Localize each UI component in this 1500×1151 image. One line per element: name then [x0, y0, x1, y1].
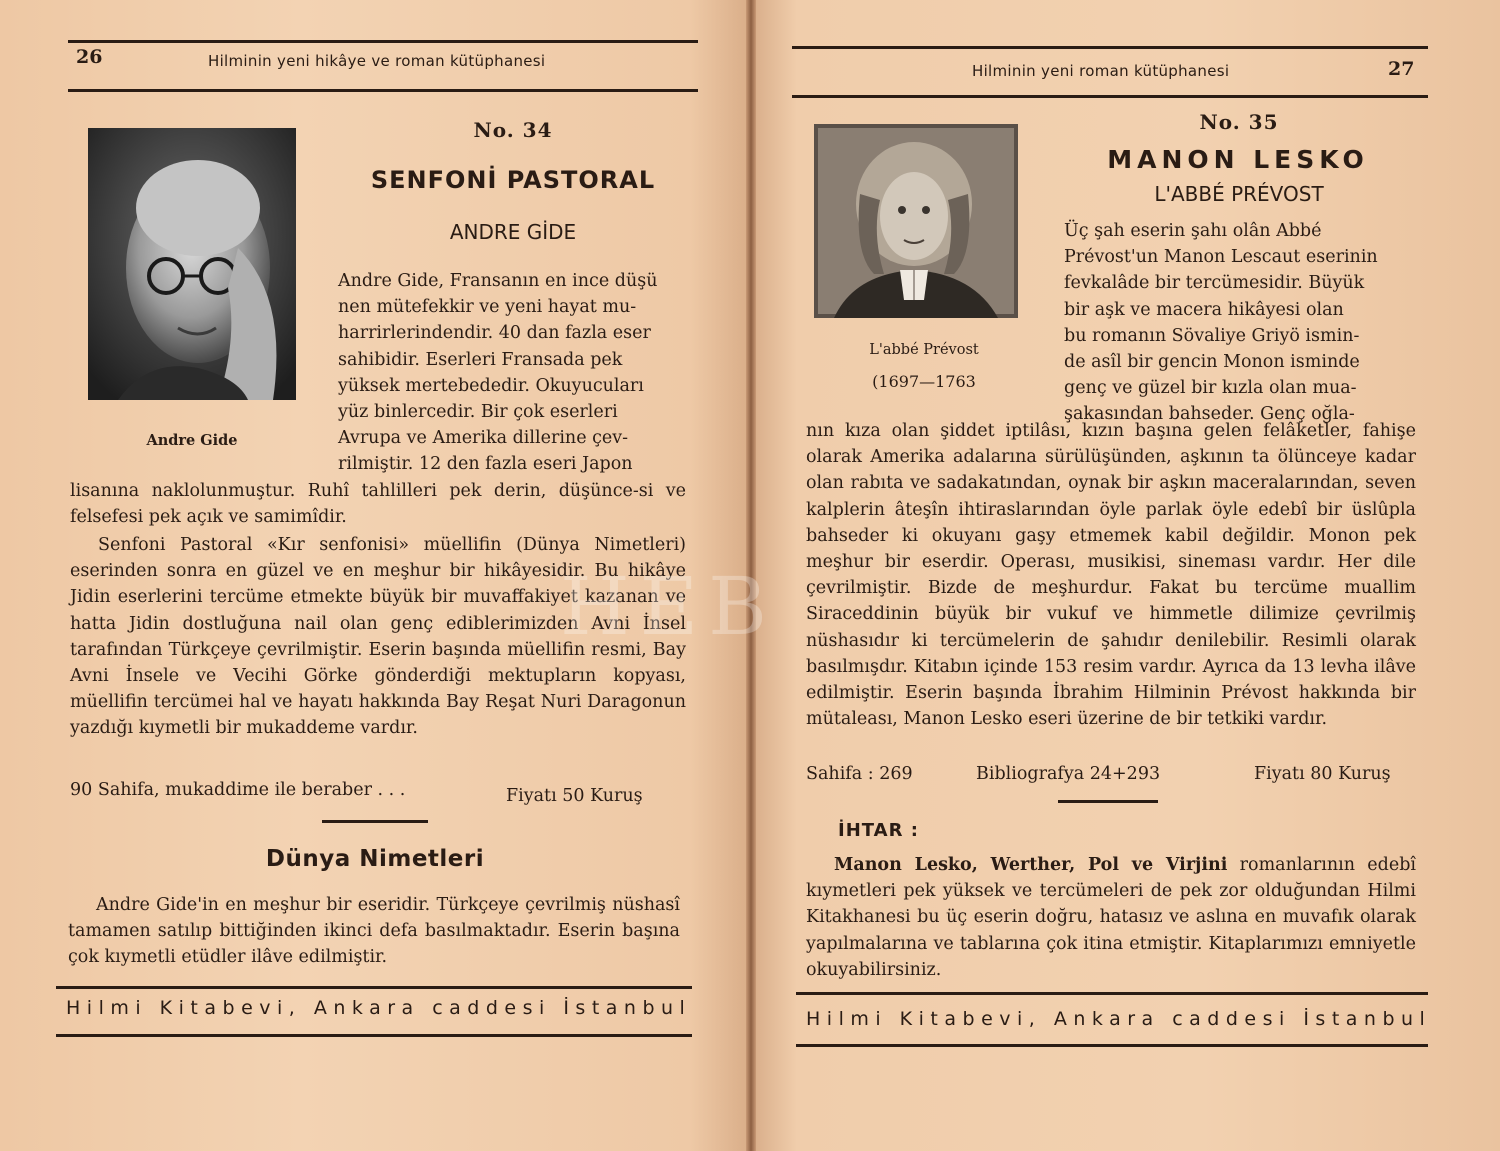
author-photo [88, 128, 296, 400]
text-line: Üç şah eserin şahı olân Abbé [1064, 221, 1322, 241]
footer-bottom-rule [56, 1034, 692, 1037]
text-line: de asîl bir gencin Monon isminde [1064, 352, 1360, 373]
book-title: MANON LESKO [1107, 145, 1369, 174]
footer-top-rule [796, 992, 1428, 995]
text-line: şakasından bahseder. Genç oğla- [1064, 404, 1355, 425]
andre-gide-portrait [88, 128, 296, 400]
warning-title: İHTAR : [838, 820, 919, 841]
text-line: harrirlerindendir. 40 dan fazla eser [338, 323, 651, 344]
page-number: 26 [76, 46, 103, 68]
description-paragraph-1: lisanına naklolunmuştur. Ruhî tahlilleri pek derin, düşünce-si ve felsefesi pek açık ve samimîdir. [70, 481, 686, 528]
portrait-dates: (1697—1763 [872, 372, 976, 391]
text-line: yüz binlercedir. Bir çok eserleri [338, 402, 618, 423]
text-line: genç ve güzel bir kızla olan mua- [1064, 378, 1357, 399]
section-divider [1058, 800, 1158, 803]
entry-number: No. 35 [1199, 110, 1279, 134]
warning-body: romanlarının edebî kıymetleri pek yüksek ve tercümeleri de pek zor olduğundan Hilmi Kitakhanesi bu üç eserin doğru, hatasız ve aslına en muvafık olarak yapılmalarına ve tablarına çok itina etmiştir. Kitaplarımızı emniyetle okuyabilirsiniz. [806, 855, 1417, 980]
header-top-rule [68, 40, 698, 43]
warning-text [806, 852, 1416, 983]
description-paragraph-2: Senfoni Pastoral «Kır senfonisi» müellifin (Dünya Nimetleri) eserinden sonra en güzel ve en meşhur bir hikâyesidir. Bu hikâye Jidin eserlerini tercüme etmekte büyük bir muvaffakiyet kazanan ve hatta Jidin dostluğuna nail olan genç ediblerimizden Avni İnsel tarafından Türkçeye çevrilmiştir. Eserin başında müellifin resmi, Bay Avni İnsele ve Vecihi Görke gönderdiği mektupların kopyası, müellifin tercümei hal ve hayatı hakkında Bay Reşat Nuri Daragonun yazdığı kıymetli bir mukaddeme vardır. [70, 535, 686, 739]
description-paragraph: nın kıza olan şiddet iptilâsı, kızın başına gelen felâketler, fahişe olarak Amerika adalarına sürülüşünden, aşkının ta ölünceye kadar olan rabıta ve sadakatından, oynak bir aşkın maceralarından, seven kalplerin âteşîn ihtiraslarından öyle parlak öyle edebî bir üslûpla bahseder ki okuyanı gaşy etmemek kabil değildir. Monon pek meşhur bir eserdir. Operası, musikisi, sineması vardır. Her dile çevrilmiştir. Bizde de meşhurdur. Fakat bu tercüme muallim Siraceddinin büyük bir vukuf ve himmetle dilimize çevrilmiş nüshasıdır ki tercümelerin de şahıdır denilebilir. Resimli olarak basılmışdır. Kitabın içinde 153 resim vardır. Ayrıca da 13 levha ilâve edilmiştir. Eserin başında İbrahim Hilminin Prévost hakkında bir mütaleası, Manon Lesko eseri üzerine de bir tetkiki vardır. [806, 421, 1416, 730]
wrapped-text [1064, 218, 1414, 428]
section-title: Dünya Nimetleri [265, 846, 485, 872]
running-head: Hilminin yeni roman kütüphanesi [972, 62, 1230, 80]
author-portrait [814, 124, 1018, 318]
footer-top-rule [56, 986, 692, 989]
pages-info: 90 Sahifa, mukaddime ile beraber . . . [70, 780, 406, 800]
text-line: fevkalâde bir tercümesidir. Büyük [1064, 273, 1365, 294]
header-bottom-rule [792, 95, 1428, 98]
text-line: sahibidir. Eserleri Fransada pek [338, 349, 623, 370]
publisher-footer: Hilmi Kitabevi, Ankara caddesi İstanbul [66, 997, 692, 1019]
text-line: yüksek mertebededir. Okuyucuları [338, 375, 644, 396]
publisher-footer: Hilmi Kitabevi, Ankara caddesi İstanbul [806, 1008, 1432, 1030]
pages-info: Sahifa : 269 [806, 764, 913, 784]
portrait-caption: L'abbé Prévost [869, 342, 979, 358]
text-line: bir aşk ve macera hikâyesi olan [1064, 299, 1344, 320]
text-line: Prévost'un Manon Lescaut eserinin [1064, 247, 1378, 268]
text-line: Avrupa ve Amerika dillerine çev- [338, 428, 629, 449]
text-line: rilmiştir. 12 den fazla eseri Japon [338, 454, 633, 475]
entry-number: No. 34 [473, 118, 553, 142]
text-line: bu romanın Sövaliye Griyö ismin- [1064, 325, 1360, 346]
book-author: ANDRE GİDE [449, 220, 577, 244]
book-author: L'ABBÉ PRÉVOST [1154, 182, 1324, 206]
text-line: Andre Gide, Fransanın en ince düşü [338, 271, 658, 291]
watermark: HEB [560, 560, 777, 653]
warning-bold-titles: Manon Lesko, Werther, Pol ve Virjini [834, 855, 1228, 875]
header-top-rule [792, 46, 1428, 49]
text-line: nen mütefekkir ve yeni hayat mu- [338, 297, 637, 318]
photo-caption: Andre Gide [146, 432, 238, 449]
wrapped-text [338, 268, 686, 478]
section-text: Andre Gide'in en meşhur bir eseridir. Türkçeye çevrilmiş nüshasî tamamen satılıp bittiğinden ikinci defa basılmaktadır. Eserin başına çok kıymetli etüdler ilâve edilmiştir. [68, 895, 680, 968]
bibliography: Bibliografya 24+293 [976, 764, 1161, 784]
prevost-engraving [814, 124, 1018, 318]
footer-bottom-rule [796, 1044, 1428, 1047]
header-bottom-rule [68, 89, 698, 92]
price: Fiyatı 80 Kuruş [1254, 764, 1391, 784]
book-title: SENFONİ PASTORAL [370, 166, 656, 194]
price: Fiyatı 50 Kuruş [506, 786, 643, 806]
section-divider [322, 820, 428, 823]
page-number: 27 [1388, 58, 1415, 80]
book-gutter [746, 0, 756, 1151]
running-head: Hilminin yeni hikâye ve roman kütüphanesi [208, 52, 546, 70]
